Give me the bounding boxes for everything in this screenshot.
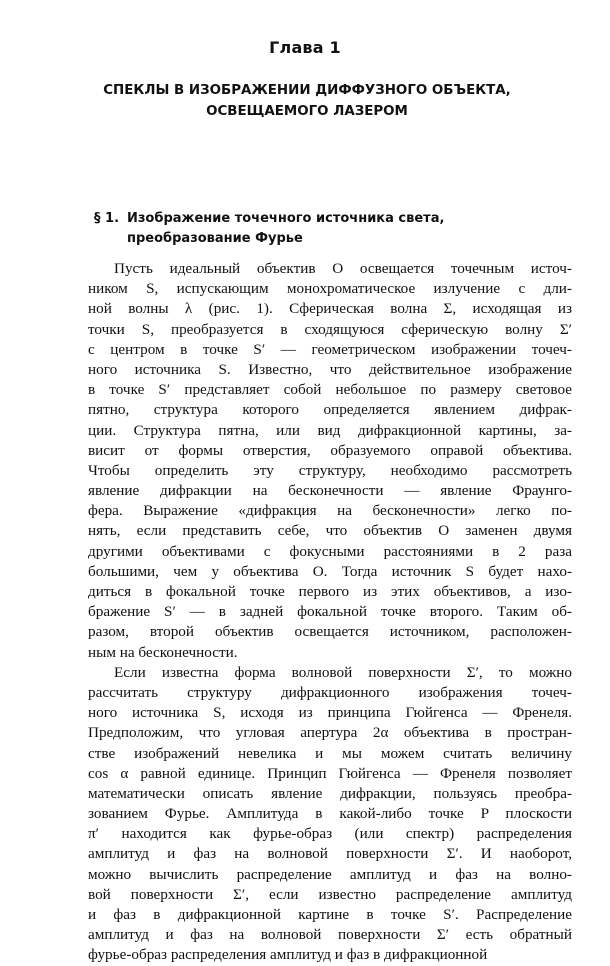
text-line: можно вычислить распределение амплитуд и фаз на волно- — [88, 865, 572, 883]
section-title-line: Изображение точечного источника света, — [127, 211, 445, 226]
section-title-line: преобразование Фурье — [127, 231, 303, 246]
section-heading — [94, 209, 564, 249]
text-line: математически описать явление дифракции, пользуясь преобра- — [88, 784, 572, 802]
text-line: cos α равной единице. Принцип Гюйгенса — Френеля позволяет — [88, 764, 572, 782]
section-heading-row — [94, 209, 564, 229]
section-number: § 1. — [94, 211, 120, 226]
text-line: Если известна форма волновой поверхности Σ′, то можно — [114, 663, 572, 681]
text-line: пятно, структура которого определяется явлением дифрак- — [88, 401, 572, 419]
text-line: ным на бесконечности. — [88, 643, 238, 661]
text-line: висит от формы отверстия, образуемого оправой объектива. — [88, 441, 572, 459]
chapter-label: Глава 1 — [269, 38, 341, 57]
text-line: зованием Фурье. Амплитуда в какой-либо точке P плоскости — [88, 805, 572, 823]
text-line: Чтобы определить эту структуру, необходимо рассмотреть — [88, 461, 572, 479]
body-text — [88, 259, 572, 966]
paragraph — [88, 663, 572, 966]
text-line: ной волны λ (рис. 1). Сферическая волна Σ, исходящая из — [88, 300, 572, 318]
text-line: ного источника S, исходя из принципа Гюйгенса — Френеля. — [88, 704, 572, 722]
text-line: ного источника S. Известно, что действительное изображение — [88, 360, 572, 378]
text-line: бражение S′ — в задней фокальной точке второго. Таким об- — [88, 603, 572, 621]
text-line: ником S, испускающим монохроматическое излучение с дли- — [88, 280, 572, 298]
text-line: фурье-образ распределения амплитуд и фаз в дифракционной — [88, 946, 488, 964]
text-line: большими, чем у объектива O. Тогда источник S будет нахо- — [88, 562, 572, 580]
text-line: Пусть идеальный объектив O освещается точечным источ- — [114, 260, 572, 277]
text-line: разом, второй объектив освещается источником, расположен- — [88, 623, 572, 641]
chapter-title — [60, 80, 554, 122]
text-line: вой поверхности Σ′, если известно распределение амплитуд — [88, 885, 572, 903]
chapter-title-line: СПЕКЛЫ В ИЗОБРАЖЕНИИ ДИФФУЗНОГО ОБЪЕКТА, — [103, 83, 511, 98]
text-line: диться в фокальной точке первого из этих объективов, а изо- — [88, 583, 572, 600]
text-line: амплитуд и фаз на волновой поверхности Σ′ есть обратный — [88, 926, 572, 944]
text-line: точки S, преобразуется в сходящуюся сферическую волну Σ′ — [88, 320, 572, 338]
text-line: фера. Выражение «дифракция на бесконечности» легко по- — [88, 502, 572, 520]
text-line: другими объективами с фокусными расстояниями в 2 раза — [88, 542, 572, 560]
text-line: в точке S′ представляет собой небольшое по размеру световое — [88, 381, 572, 399]
text-line: π′ находится как фурье-образ (или спектр) распределения — [88, 825, 572, 843]
text-line: с центром в точке S′ — геометрическом изображении точеч- — [88, 340, 572, 358]
text-line: Предположим, что угловая апертура 2α объектива в простран- — [88, 724, 572, 742]
text-line: рассчитать структуру дифракционного изображения точеч- — [88, 683, 572, 701]
paragraph — [88, 259, 572, 663]
text-line: и фаз в дифракционной картине в точке S′. Распределение — [88, 906, 572, 923]
text-line: нять, если представить себе, что объектив O заменен двумя — [88, 522, 572, 540]
text-line: ции. Структура пятна, или вид дифракционной картины, за- — [88, 421, 572, 439]
text-line: амплитуд и фаз на волновой поверхности Σ′. И наоборот, — [88, 845, 572, 863]
text-line: явление дифракции на бесконечности — явление Фраунго- — [88, 482, 572, 500]
text-line: стве изображений невелика и мы можем считать величину — [88, 744, 572, 762]
chapter-title-line: ОСВЕЩАЕМОГО ЛАЗЕРОМ — [206, 104, 408, 119]
